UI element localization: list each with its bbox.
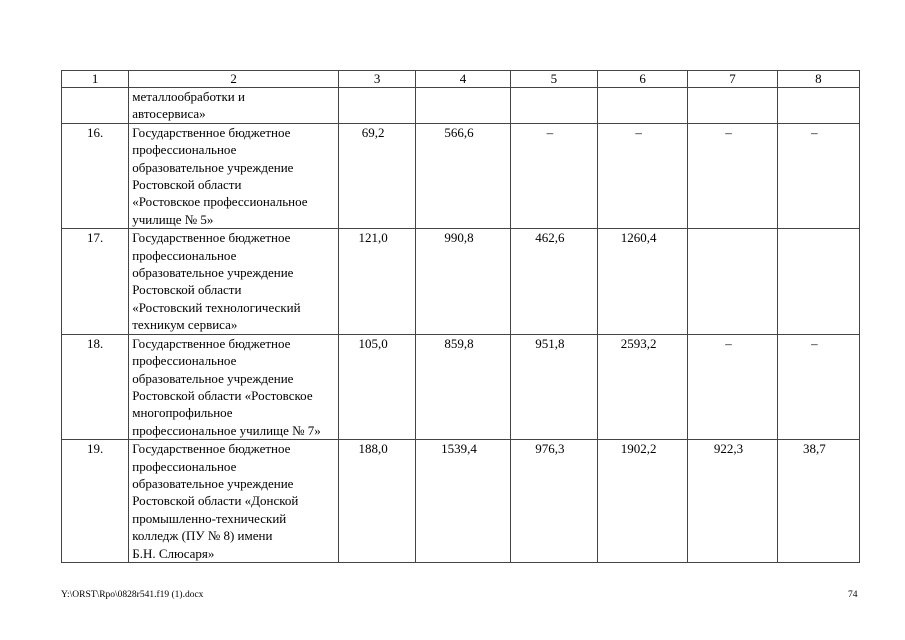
value-cell: –: [688, 334, 777, 439]
value-cell: 105,0: [339, 334, 416, 439]
name-line: Ростовской области «Ростовское: [132, 387, 313, 403]
col-header: 8: [777, 71, 859, 88]
col-header: 5: [510, 71, 597, 88]
name-line: многопрофильное: [132, 405, 233, 421]
table-header-row: [62, 71, 860, 88]
row-number: 18.: [62, 334, 129, 439]
name-line: профессиональное: [132, 142, 237, 158]
value-cell: 859,8: [416, 334, 510, 439]
name-line: Ростовской области: [132, 282, 242, 298]
value-cell: 188,0: [339, 440, 416, 563]
value-cell: –: [688, 123, 777, 228]
value-cell: 38,7: [777, 440, 859, 563]
col-header: 4: [416, 71, 510, 88]
value-cell: [416, 88, 510, 124]
name-line: Государственное бюджетное: [132, 230, 291, 246]
value-cell: 1539,4: [416, 440, 510, 563]
institution-name: [129, 440, 339, 563]
value-cell: 976,3: [510, 440, 597, 563]
value-cell: 922,3: [688, 440, 777, 563]
name-line: профессиональное: [132, 458, 237, 474]
value-cell: [688, 229, 777, 334]
name-line: профессиональное: [132, 247, 237, 263]
data-table: [61, 70, 860, 563]
value-cell: [777, 88, 859, 124]
value-cell: 2593,2: [597, 334, 687, 439]
name-line: автосервиса»: [132, 106, 206, 122]
value-cell: 121,0: [339, 229, 416, 334]
value-cell: –: [777, 334, 859, 439]
name-line: техникум сервиса»: [132, 317, 238, 333]
institution-name: [129, 229, 339, 334]
col-header: 7: [688, 71, 777, 88]
value-cell: [510, 88, 597, 124]
institution-name: [129, 123, 339, 228]
row-number: [62, 88, 129, 124]
footer-file-path: Y:\ORST\Rpo\0828r541.f19 (1).docx: [61, 590, 204, 600]
name-line: образовательное учреждение: [132, 265, 294, 281]
row-number: 19.: [62, 440, 129, 563]
name-line: «Ростовское профессиональное: [132, 194, 308, 210]
value-cell: 566,6: [416, 123, 510, 228]
col-header: 1: [62, 71, 129, 88]
value-cell: 1260,4: [597, 229, 687, 334]
value-cell: [597, 88, 687, 124]
name-line: колледж (ПУ № 8) имени: [132, 528, 273, 544]
name-line: Государственное бюджетное: [132, 335, 291, 351]
name-line: профессиональное училище № 7»: [132, 422, 321, 438]
table-row: [62, 229, 860, 334]
name-line: Ростовской области «Донской: [132, 493, 299, 509]
col-header: 2: [129, 71, 339, 88]
table-row: [62, 334, 860, 439]
value-cell: –: [597, 123, 687, 228]
value-cell: [339, 88, 416, 124]
institution-name: [129, 334, 339, 439]
value-cell: –: [510, 123, 597, 228]
name-line: образовательное учреждение: [132, 475, 294, 491]
value-cell: 990,8: [416, 229, 510, 334]
name-line: образовательное учреждение: [132, 159, 294, 175]
row-number: 16.: [62, 123, 129, 228]
name-line: промышленно-технический: [132, 510, 287, 526]
col-header: 6: [597, 71, 687, 88]
value-cell: 1902,2: [597, 440, 687, 563]
value-cell: [688, 88, 777, 124]
col-header: 3: [339, 71, 416, 88]
name-line: Государственное бюджетное: [132, 441, 291, 457]
table-row: [62, 88, 860, 124]
name-line: Б.Н. Слюсаря»: [132, 545, 215, 561]
table-row: [62, 440, 860, 563]
table-row: [62, 123, 860, 228]
row-number: 17.: [62, 229, 129, 334]
name-line: образовательное учреждение: [132, 370, 294, 386]
page-number: 74: [848, 590, 858, 600]
institution-name: [129, 88, 339, 124]
name-line: Государственное бюджетное: [132, 124, 291, 140]
name-line: «Ростовский технологический: [132, 299, 301, 315]
value-cell: [777, 229, 859, 334]
name-line: Ростовской области: [132, 177, 242, 193]
value-cell: 462,6: [510, 229, 597, 334]
value-cell: 951,8: [510, 334, 597, 439]
name-line: металлообработки и: [132, 89, 245, 104]
name-line: профессиональное: [132, 353, 237, 369]
value-cell: –: [777, 123, 859, 228]
value-cell: 69,2: [339, 123, 416, 228]
name-line: училище № 5»: [132, 211, 214, 227]
